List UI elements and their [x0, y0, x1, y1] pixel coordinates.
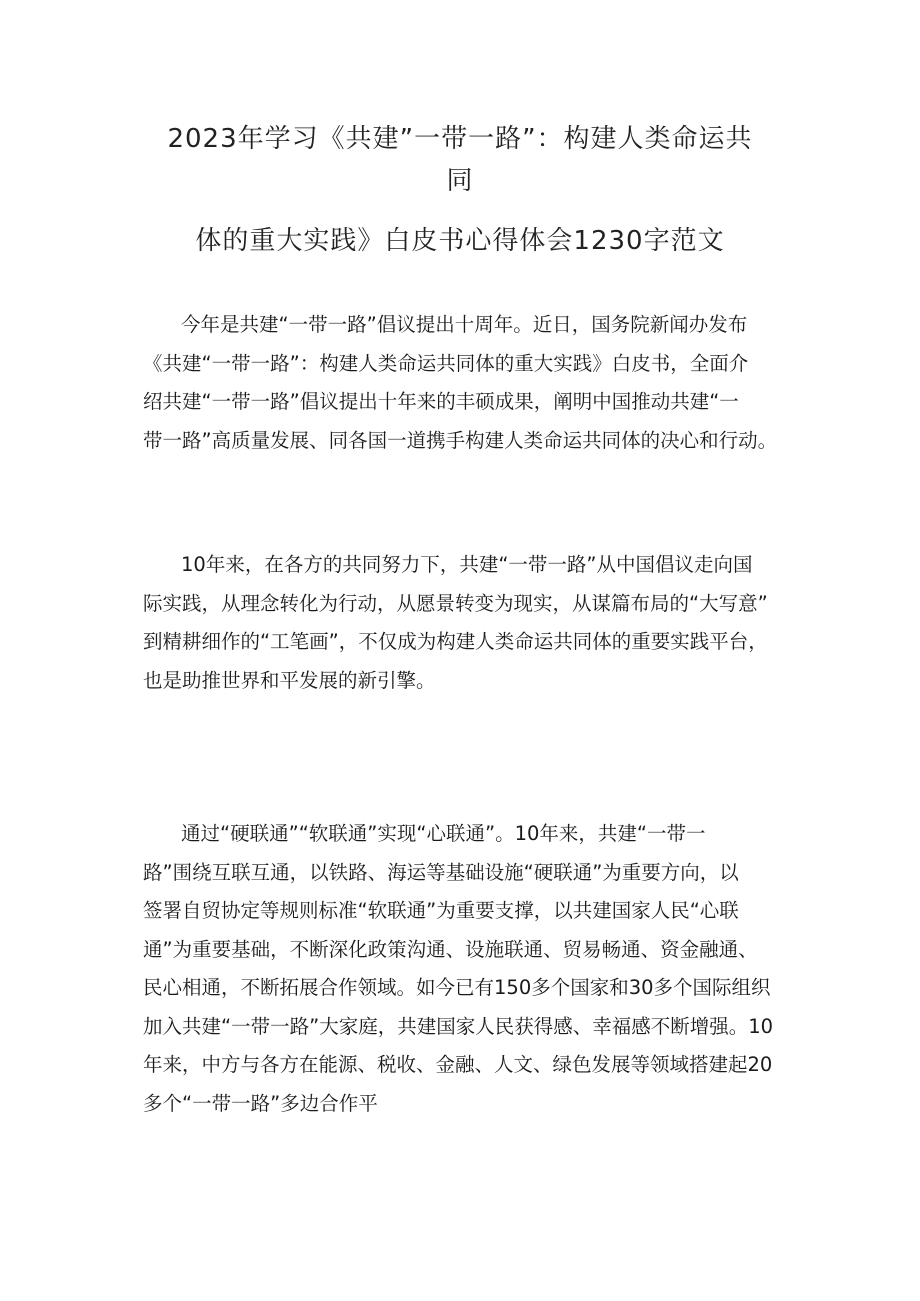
paragraph-line: 际实践，从理念转化为行动，从愿景转变为现实，从谋篇布局的“大写意” — [143, 591, 768, 615]
paragraph-line: 《共建“一带一路”：构建人类命运共同体的重大实践》白皮书，全面介 — [143, 351, 749, 375]
title-line-1: 2023年学习《共建”一带一路”：构建人类命运共 — [167, 124, 753, 154]
paragraph-line: 也是助推世界和平发展的新引擎。 — [143, 668, 436, 692]
paragraph-line: 加入共建“一带一路”大家庭，共建国家人民获得感、幸福感不断增强。10 — [143, 1014, 774, 1038]
paragraph-line: 到精耕细作的“工笔画”，不仅成为构建人类命运共同体的重要实践平台， — [143, 630, 768, 653]
paragraph-2 — [143, 546, 793, 700]
paragraph-1 — [143, 306, 793, 460]
paragraph-line: 今年是共建“一带一路”倡议提出十周年。近日，国务院新闻办发布 — [181, 313, 748, 336]
paragraph-line: 签署自贸协定等规则标准“软联通”为重要支撑，以共建国家人民“心联 — [143, 899, 739, 922]
title-line-3: 体的重大实践》白皮书心得体会1230字范文 — [195, 226, 725, 256]
paragraph-line: 民心相通，不断拓展合作领域。如今已有150多个国家和30多个国际组织 — [143, 976, 771, 999]
document-title — [120, 118, 800, 262]
paragraph-line: 绍共建“一带一路”倡议提出十年来的丰硕成果，阐明中国推动共建“一 — [143, 390, 739, 413]
paragraph-line: 通”为重要基础，不断深化政策沟通、设施联通、贸易畅通、资金融通、 — [143, 937, 758, 961]
title-line-2: 同 — [446, 166, 474, 196]
paragraph-line: 多个“一带一路”多边合作平 — [143, 1091, 378, 1115]
paragraph-3 — [143, 815, 793, 1123]
paragraph-line: 10年来，在各方的共同努力下，共建“一带一路”从中国倡议走向国 — [181, 553, 753, 576]
paragraph-line: 年来，中方与各方在能源、税收、金融、人文、绿色发展等领域搭建起20 — [143, 1053, 773, 1076]
paragraph-line: 带一路”高质量发展、同各国一道携手构建人类命运共同体的决心和行动。 — [143, 428, 778, 452]
paragraph-line: 路”围绕互联互通，以铁路、海运等基础设施“硬联通”为重要方向，以 — [143, 860, 739, 884]
paragraph-line: 通过“硬联通”“软联通”实现“心联通”。10年来，共建“一带一 — [181, 822, 706, 845]
